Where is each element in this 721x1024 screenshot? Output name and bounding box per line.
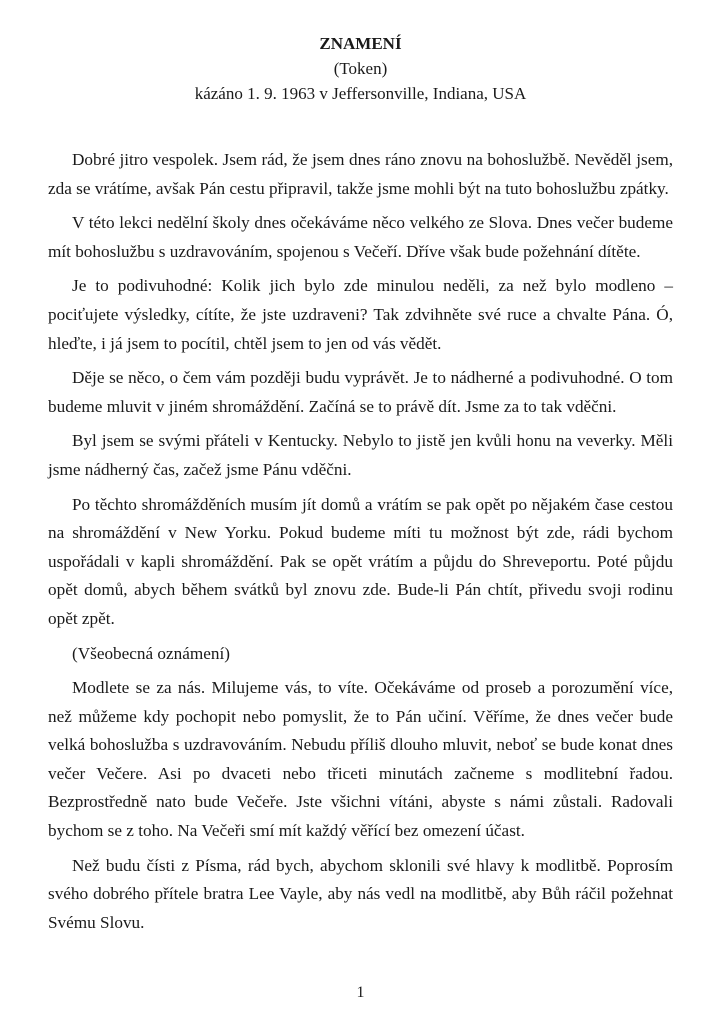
document-subtitle: (Token): [333, 59, 388, 78]
paragraph: Po těchto shromážděních musím jít domů a vrátím se pak opět po nějakém čase cestou na shromáždění v New Yorku. Pokud budeme míti tu možnost být zde, rádi bychom uspořádali v kapli shromáždění. Pak se opět vrátím a půjdu do Shreveportu. Poté půjdu opět domů, abych během svátků byl znovu zde. Bude-li Pán chtít, přivedu svoji rodinu opět zpět.: [48, 494, 673, 628]
page-number: 1: [356, 984, 365, 1001]
document-page: [48, 0, 673, 1024]
paragraph: Modlete se za nás. Milujeme vás, to víte. Očekáváme od proseb a porozumění více, než můžeme kdy pochopit nebo pomyslit, že to Pán učiní. Věříme, že dnes večer bude velká bohoslužba s uzdravováním. Nebudu příliš dlouho mluvit, neboť se bude konat dnes večer Večere. Asi po dvaceti nebo třiceti minutách začneme s modlitební řadou. Bezprostředně nato bude Večeře. Jste všichni vítáni, abyste s námi zůstali. Radovali bychom se z toho. Na Večeři smí mít každý věřící bez omezení účast.: [48, 678, 673, 841]
paragraph: Než budu čísti z Písma, rád bych, abychom sklonili své hlavy k modlitbě. Poprosím svého dobrého přítele bratra Lee Vayle, aby nás vedl na modlitbě, aby Bůh ráčil požehnat Svému Slovu.: [48, 855, 673, 932]
paragraph: Dobré jitro vespolek. Jsem rád, že jsem dnes ráno znovu na bohoslužbě. Nevěděl jsem, zda se vrátíme, avšak Pán cestu připravil, takže jsme mohli být na tuto bohoslužbu zpátky.: [48, 150, 673, 198]
paragraph: Děje se něco, o čem vám později budu vyprávět. Je to nádherné a podivuhodné. O tom budeme mluvit v jiném shromáždění. Začíná se to právě dít. Jsme za to tak vděčni.: [48, 368, 673, 416]
paragraph-note: (Všeobecná oznámení): [72, 643, 230, 663]
document-title: ZNAMENÍ: [319, 34, 402, 53]
document-body: [48, 146, 673, 937]
paragraph: V této lekci nedělní školy dnes očekáváme něco velkého ze Slova. Dnes večer budeme mít bohoslužbu s uzdravováním, spojenou s Večeří. Dříve však bude požehnání dítěte.: [48, 213, 673, 261]
document-dateline: kázáno 1. 9. 1963 v Jeffersonville, Indiana, USA: [194, 84, 527, 103]
document-header: [48, 32, 673, 106]
paragraph: Byl jsem se svými přáteli v Kentucky. Nebylo to jistě jen kvůli honu na veverky. Měli jsme nádherný čas, začež jsme Pánu vděčni.: [48, 431, 673, 479]
paragraph: Je to podivuhodné: Kolik jich bylo zde minulou neděli, za než bylo modleno – pociťujete výsledky, cítíte, že jste uzdraveni? Tak zdvihněte své ruce a chvalte Pána. Ó, hleďte, i já jsem to pocítil, chtěl jsem to jen od vás vědět.: [48, 276, 673, 353]
